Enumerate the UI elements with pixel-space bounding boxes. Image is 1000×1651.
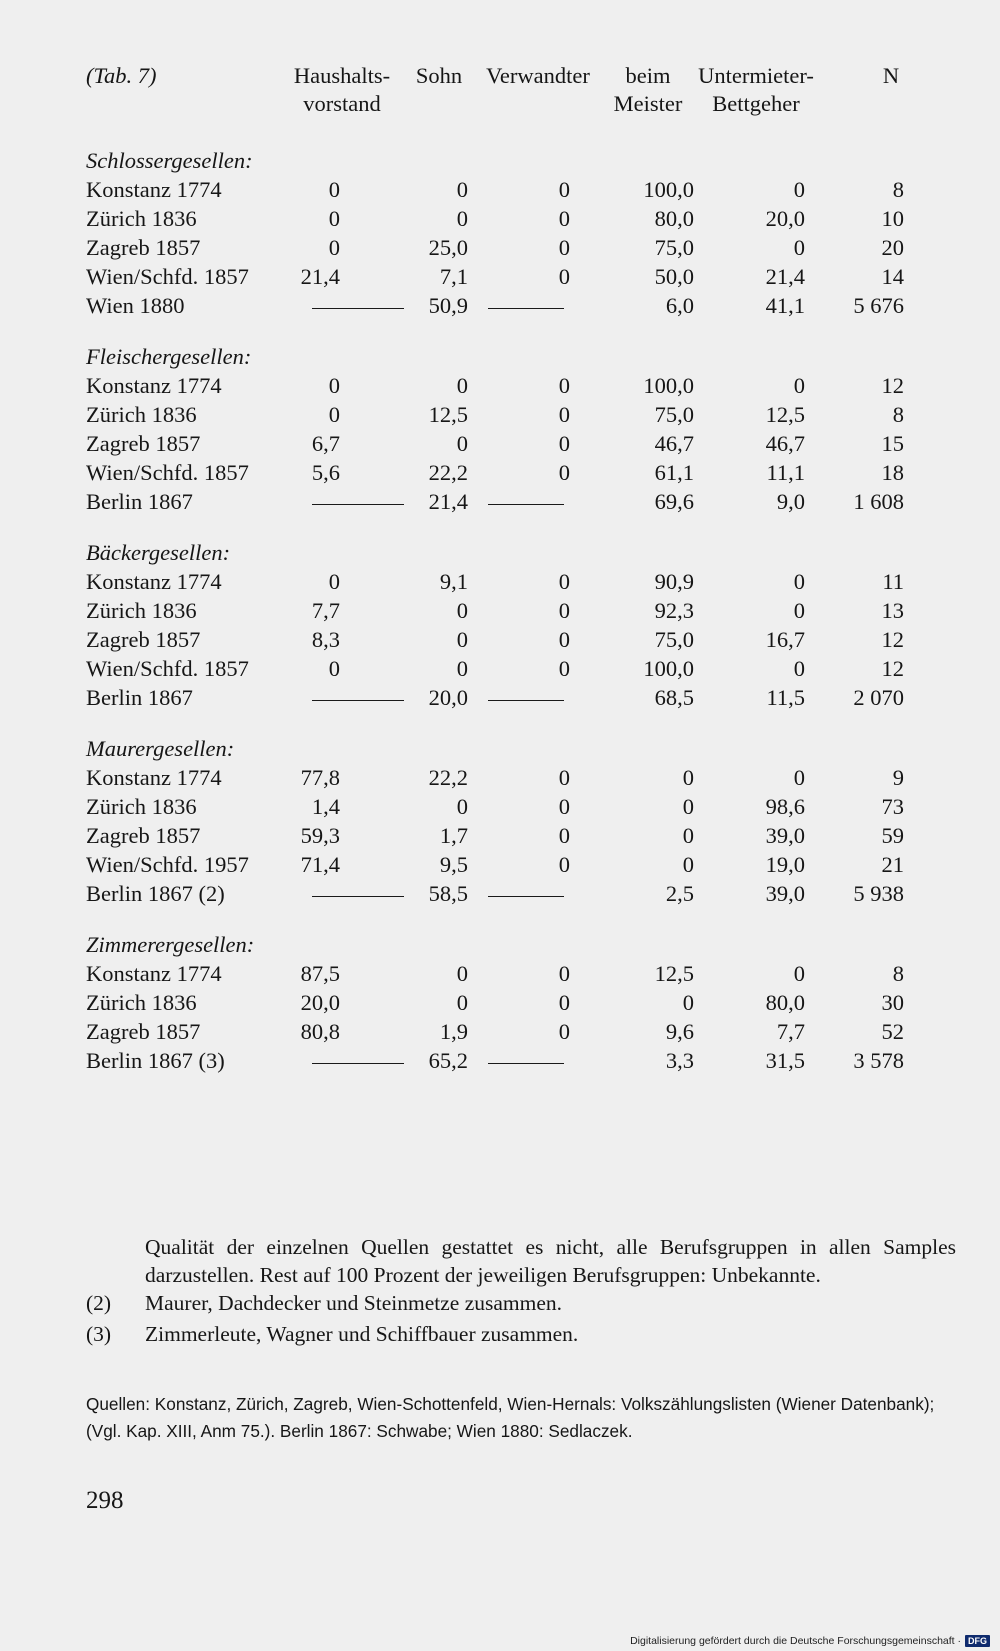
- empty-dash: [312, 896, 404, 897]
- table-row: [86, 763, 946, 792]
- header-n: N: [882, 63, 900, 88]
- table-row: [86, 233, 946, 262]
- sources-note: Quellen: Konstanz, Zürich, Zagreb, Wien-Schottenfeld, Wien-Hernals: Volkszählungslisten (Wiener Datenbank); (Vgl. Kap. XIII, Anm 75.). Berlin 1867: Schwabe; Wien 1880: Sedlaczek.: [86, 1394, 935, 1441]
- table-cell: 6,0: [665, 293, 694, 318]
- table-row: [86, 959, 946, 988]
- table-cell: 14: [881, 264, 904, 289]
- table-cell: 0: [456, 961, 468, 986]
- table-cell: 0: [682, 823, 694, 848]
- table-cell: 8,3: [311, 627, 340, 652]
- dfg-logo-icon: DFG: [965, 1635, 990, 1647]
- table-cell: 77,8: [300, 765, 340, 790]
- table-cell: 12,5: [765, 402, 805, 427]
- table-cell: 22,2: [428, 765, 468, 790]
- table-cell: 100,0: [643, 177, 694, 202]
- table-cell: 21: [881, 852, 904, 877]
- table-cell: 71,4: [300, 852, 340, 877]
- table-row: [86, 487, 946, 516]
- table-cell: 7,7: [776, 1019, 805, 1044]
- table-cell: 0: [793, 235, 805, 260]
- table-cell: 46,7: [765, 431, 805, 456]
- table-cell: 41,1: [765, 293, 805, 318]
- table-row: [86, 792, 946, 821]
- empty-dash: [312, 504, 404, 505]
- table-cell: 8: [892, 961, 904, 986]
- table-cell: 8: [892, 402, 904, 427]
- row-label: Wien/Schfd. 1857: [86, 460, 249, 485]
- table-cell: 0: [456, 990, 468, 1015]
- table-row: [86, 1046, 946, 1075]
- table-cell: 0: [456, 627, 468, 652]
- table-cell: 50,9: [428, 293, 468, 318]
- table-cell: 10: [881, 206, 904, 231]
- row-label: Berlin 1867: [86, 489, 193, 514]
- table-cell: 0: [328, 177, 340, 202]
- table-cell: 0: [682, 852, 694, 877]
- table-cell: 59,3: [300, 823, 340, 848]
- row-label: Wien/Schfd. 1957: [86, 852, 249, 877]
- header-untermieter-bettgeher: Untermieter- Bettgeher: [698, 63, 814, 116]
- table-row: [86, 291, 946, 320]
- table-cell: 0: [793, 569, 805, 594]
- table-row: [86, 654, 946, 683]
- table-cell: 0: [558, 852, 570, 877]
- table-cell: 0: [456, 206, 468, 231]
- table-cell: 100,0: [643, 656, 694, 681]
- row-label: Konstanz 1774: [86, 765, 222, 790]
- table-row: [86, 400, 946, 429]
- table-cell: 75,0: [654, 235, 694, 260]
- table-cell: 0: [558, 961, 570, 986]
- table-cell: 0: [558, 990, 570, 1015]
- table-cell: 92,3: [654, 598, 694, 623]
- row-label: Wien 1880: [86, 293, 185, 318]
- table-cell: 0: [558, 402, 570, 427]
- table-cell: 0: [682, 794, 694, 819]
- table-cell: 0: [793, 177, 805, 202]
- table-cell: 22,2: [428, 460, 468, 485]
- table-cell: 1,7: [439, 823, 468, 848]
- table-cell: 9,0: [776, 489, 805, 514]
- note-item: [86, 1289, 956, 1320]
- table-cell: 0: [558, 264, 570, 289]
- table-cell: 12,5: [654, 961, 694, 986]
- row-label: Berlin 1867: [86, 685, 193, 710]
- table-cell: 0: [328, 402, 340, 427]
- row-label: Konstanz 1774: [86, 373, 222, 398]
- row-label: Zürich 1836: [86, 990, 197, 1015]
- table-cell: 39,0: [765, 823, 805, 848]
- table-cell: 0: [558, 823, 570, 848]
- row-label: Zürich 1836: [86, 794, 197, 819]
- table-cell: 3 578: [853, 1048, 904, 1073]
- table-cell: 0: [793, 961, 805, 986]
- table-cell: 69,6: [654, 489, 694, 514]
- table-cell: 0: [328, 656, 340, 681]
- table-cell: 61,1: [654, 460, 694, 485]
- table-cell: 0: [558, 627, 570, 652]
- empty-dash: [488, 1063, 564, 1064]
- table-cell: 50,0: [654, 264, 694, 289]
- row-label: Berlin 1867 (3): [86, 1048, 225, 1073]
- note-main: Qualität der einzelnen Quellen gestattet es nicht, alle Berufsgruppen in allen Samples darzustellen. Rest auf 100 Prozent der jeweiligen Berufsgruppen: Unbekannte.: [145, 1235, 956, 1287]
- table-row: [86, 458, 946, 487]
- table-cell: 11,5: [766, 685, 805, 710]
- table-cell: 65,2: [428, 1048, 468, 1073]
- table-cell: 0: [793, 598, 805, 623]
- table-row: [86, 879, 946, 908]
- row-label: Konstanz 1774: [86, 177, 222, 202]
- notes: [86, 1233, 956, 1351]
- table-cell: 0: [682, 765, 694, 790]
- digitization-footer: [630, 1635, 990, 1647]
- table-cell: 0: [793, 373, 805, 398]
- table-cell: 12,5: [428, 402, 468, 427]
- table-cell: 25,0: [428, 235, 468, 260]
- table-cell: 6,7: [311, 431, 340, 456]
- table-cell: 0: [558, 765, 570, 790]
- table-cell: 2 070: [853, 685, 904, 710]
- table-cell: 9: [892, 765, 904, 790]
- row-label: Zagreb 1857: [86, 431, 201, 456]
- table-cell: 0: [793, 765, 805, 790]
- empty-dash: [488, 308, 564, 309]
- footer-text: Digitalisierung gefördert durch die Deutsche Forschungsgemeinschaft ·: [630, 1635, 961, 1647]
- table-cell: 0: [456, 794, 468, 819]
- empty-dash: [488, 504, 564, 505]
- table-row: [86, 204, 946, 233]
- table-cell: 90,9: [654, 569, 694, 594]
- table-cell: 0: [793, 656, 805, 681]
- table-cell: 21,4: [428, 489, 468, 514]
- table-cell: 80,8: [300, 1019, 340, 1044]
- table-cell: 12: [881, 656, 904, 681]
- table-cell: 0: [456, 598, 468, 623]
- table-cell: 0: [558, 373, 570, 398]
- table-row: [86, 596, 946, 625]
- table-cell: 5 938: [853, 881, 904, 906]
- table-row: [86, 429, 946, 458]
- table-cell: 0: [682, 990, 694, 1015]
- section-title: Maurergesellen:: [86, 736, 235, 761]
- note-text: Zimmerleute, Wagner und Schiffbauer zusammen.: [145, 1322, 579, 1346]
- note-number: (3): [86, 1322, 112, 1346]
- table-row: [86, 371, 946, 400]
- table-cell: 20: [881, 235, 904, 260]
- row-label: Zagreb 1857: [86, 627, 201, 652]
- table-cell: 0: [328, 569, 340, 594]
- note-number: (2): [86, 1291, 112, 1315]
- table-cell: 58,5: [428, 881, 468, 906]
- row-label: Zagreb 1857: [86, 1019, 201, 1044]
- table-reference: (Tab. 7): [86, 63, 157, 88]
- row-label: Berlin 1867 (2): [86, 881, 225, 906]
- empty-dash: [488, 700, 564, 701]
- table-cell: 87,5: [300, 961, 340, 986]
- table-cell: 9,6: [665, 1019, 694, 1044]
- table-cell: 7,1: [439, 264, 468, 289]
- table-cell: 80,0: [654, 206, 694, 231]
- table-row: [86, 625, 946, 654]
- table-cell: 2,5: [665, 881, 694, 906]
- table-cell: 0: [456, 656, 468, 681]
- note-text: Maurer, Dachdecker und Steinmetze zusammen.: [145, 1291, 563, 1315]
- table-cell: 0: [328, 206, 340, 231]
- table-cell: 11: [882, 569, 904, 594]
- table-body: [86, 146, 946, 1075]
- table-cell: 9,5: [439, 852, 468, 877]
- table-row: [86, 821, 946, 850]
- table-cell: 0: [558, 177, 570, 202]
- header-beim-meister: beim Meister: [613, 63, 683, 116]
- note-item: [86, 1320, 956, 1351]
- table-cell: 80,0: [765, 990, 805, 1015]
- table-cell: 5,6: [311, 460, 340, 485]
- table-cell: 46,7: [654, 431, 694, 456]
- table-cell: 0: [558, 431, 570, 456]
- empty-dash: [312, 700, 404, 701]
- table-cell: 20,0: [428, 685, 468, 710]
- table-cell: 0: [558, 656, 570, 681]
- row-label: Zagreb 1857: [86, 235, 201, 260]
- table-cell: 0: [456, 177, 468, 202]
- table-row: [86, 1017, 946, 1046]
- table-cell: 0: [558, 794, 570, 819]
- table-row: [86, 850, 946, 879]
- row-label: Zürich 1836: [86, 598, 197, 623]
- table-cell: 39,0: [765, 881, 805, 906]
- table-cell: 1,4: [311, 794, 340, 819]
- row-label: Konstanz 1774: [86, 961, 222, 986]
- row-label: Konstanz 1774: [86, 569, 222, 594]
- table-cell: 0: [456, 373, 468, 398]
- table-cell: 19,0: [765, 852, 805, 877]
- table-row: [86, 567, 946, 596]
- table-cell: 20,0: [300, 990, 340, 1015]
- empty-dash: [488, 896, 564, 897]
- table-cell: 0: [558, 1019, 570, 1044]
- table-cell: 75,0: [654, 627, 694, 652]
- section-title: Bäckergesellen:: [86, 540, 231, 565]
- table-cell: 1,9: [439, 1019, 468, 1044]
- table-cell: 7,7: [311, 598, 340, 623]
- table-cell: 16,7: [765, 627, 805, 652]
- table-cell: 0: [328, 373, 340, 398]
- table-cell: 21,4: [300, 264, 340, 289]
- table-cell: 13: [881, 598, 904, 623]
- table-cell: 0: [558, 206, 570, 231]
- table-cell: 12: [881, 627, 904, 652]
- table-cell: 20,0: [765, 206, 805, 231]
- table-cell: 3,3: [665, 1048, 694, 1073]
- table-cell: 12: [881, 373, 904, 398]
- table-cell: 9,1: [439, 569, 468, 594]
- table-header: [86, 62, 946, 120]
- table-cell: 0: [558, 460, 570, 485]
- table-cell: 0: [558, 569, 570, 594]
- row-label: Zürich 1836: [86, 402, 197, 427]
- header-sohn: Sohn: [415, 63, 463, 88]
- header-haushaltsvorstand: Haushalts- vorstand: [293, 63, 391, 116]
- table-cell: 1 608: [853, 489, 904, 514]
- table-cell: 0: [558, 598, 570, 623]
- header-verwandter: Verwandter: [486, 63, 590, 88]
- table-cell: 15: [881, 431, 904, 456]
- row-label: Wien/Schfd. 1857: [86, 264, 249, 289]
- table-cell: 30: [881, 990, 904, 1015]
- table-cell: 0: [456, 431, 468, 456]
- table-row: [86, 262, 946, 291]
- table-row: [86, 175, 946, 204]
- occupation-table: [86, 62, 946, 1075]
- table-cell: 5 676: [853, 293, 904, 318]
- empty-dash: [312, 1063, 404, 1064]
- table-cell: 73: [881, 794, 904, 819]
- empty-dash: [312, 308, 404, 309]
- table-cell: 98,6: [765, 794, 805, 819]
- table-cell: 11,1: [766, 460, 805, 485]
- table-cell: 52: [881, 1019, 904, 1044]
- row-label: Zürich 1836: [86, 206, 197, 231]
- table-cell: 8: [892, 177, 904, 202]
- table-row: [86, 683, 946, 712]
- table-cell: 68,5: [654, 685, 694, 710]
- section-title: Fleischergesellen:: [86, 344, 252, 369]
- section-title: Schlossergesellen:: [86, 148, 253, 173]
- row-label: Zagreb 1857: [86, 823, 201, 848]
- page-number: 298: [86, 1487, 124, 1514]
- table-cell: 59: [881, 823, 904, 848]
- table-cell: 31,5: [765, 1048, 805, 1073]
- table-cell: 75,0: [654, 402, 694, 427]
- section-title: Zimmerergesellen:: [86, 932, 255, 957]
- table-row: [86, 988, 946, 1017]
- table-cell: 21,4: [765, 264, 805, 289]
- table-cell: 0: [558, 235, 570, 260]
- table-cell: 18: [881, 460, 904, 485]
- row-label: Wien/Schfd. 1857: [86, 656, 249, 681]
- table-cell: 0: [328, 235, 340, 260]
- table-cell: 100,0: [643, 373, 694, 398]
